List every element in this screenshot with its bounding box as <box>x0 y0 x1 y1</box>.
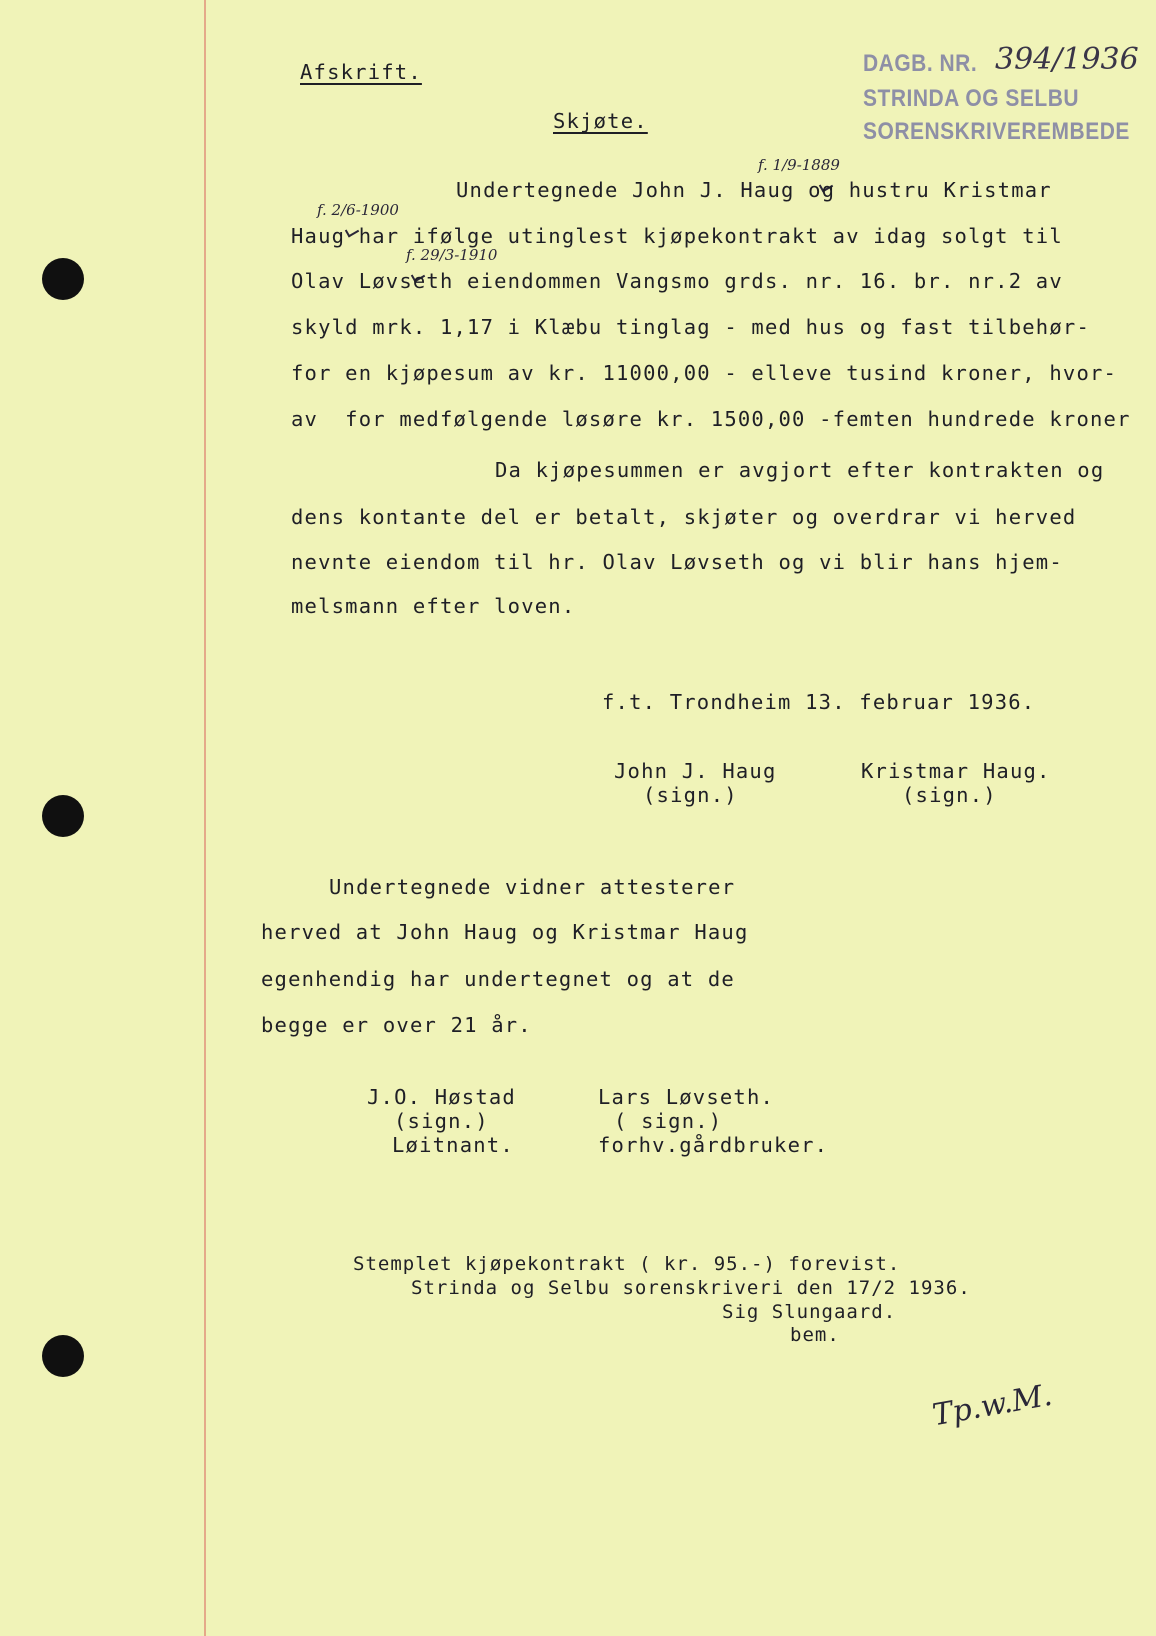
body-line-10: melsmann efter loven. <box>291 594 576 618</box>
margin-line <box>204 0 206 1636</box>
stamp-line1-prefix: DAGB. NR. <box>863 50 978 77</box>
stamp-note-line-4: bem. <box>790 1324 840 1346</box>
punch-hole-middle <box>42 795 84 837</box>
stamp-note-line-2: Strinda og Selbu sorenskriveri den 17/2 1936. <box>411 1277 971 1299</box>
body-line-8: dens kontante del er betalt, skjøter og overdrar vi herved <box>291 505 1077 529</box>
signer-2-sign: (sign.) <box>902 783 997 807</box>
witness-b-title: forhv.gårdbruker. <box>598 1133 829 1157</box>
signer-1-name: John J. Haug <box>614 759 777 783</box>
stamp-note-line-3: Sig Slungaard. <box>722 1301 897 1323</box>
body-line-7: Da kjøpesummen er avgjort efter kontrakten og <box>495 458 1105 482</box>
witness-b-sign: ( sign.) <box>614 1109 723 1133</box>
punch-hole-bottom <box>42 1335 84 1377</box>
witness-line-4: begge er over 21 år. <box>261 1013 532 1037</box>
body-line-3: Olav Løvseth eiendommen Vangsmo grds. nr. 16. br. nr.2 av <box>291 269 1063 293</box>
punch-hole-top <box>42 258 84 300</box>
stamp-note-line-1: Stemplet kjøpekontrakt ( kr. 95.-) forevist. <box>353 1253 901 1275</box>
body-line-6: av for medfølgende løsøre kr. 1500,00 -femten hundrede kroner <box>291 407 1131 431</box>
body-line-4: skyld mrk. 1,17 i Klæbu tinglag - med hus og fast tilbehør- <box>291 315 1090 339</box>
stamp-line2: STRINDA OG SELBU <box>863 85 1080 112</box>
witness-a-name: J.O. Høstad <box>367 1085 516 1109</box>
witness-a-title: Løitnant. <box>392 1133 514 1157</box>
witness-line-2: herved at John Haug og Kristmar Haug <box>261 920 749 944</box>
birth-note-john: f. 1/9-1889 <box>758 156 840 174</box>
birth-note-kristmar: f. 2/6-1900 <box>317 201 399 219</box>
witness-line-3: egenhendig har undertegnet og at de <box>261 967 735 991</box>
witness-b-name: Lars Løvseth. <box>598 1085 775 1109</box>
handwritten-initials: Tp.w.M. <box>929 1377 1055 1434</box>
body-line-2: Haug har ifølge utinglest kjøpekontrakt av idag solgt til <box>291 224 1063 248</box>
signer-1-sign: (sign.) <box>643 783 738 807</box>
witness-a-sign: (sign.) <box>394 1109 489 1133</box>
birth-note-olav: f. 29/3-1910 <box>406 246 498 264</box>
body-line-5: for en kjøpesum av kr. 11000,00 - elleve tusind kroner, hvor- <box>291 361 1118 385</box>
signer-2-name: Kristmar Haug. <box>861 759 1051 783</box>
witness-line-1: Undertegnede vidner attesterer <box>329 875 736 899</box>
body-line-9: nevnte eiendom til hr. Olav Løvseth og vi blir hans hjem- <box>291 550 1063 574</box>
stamp-journal-number: 394/1936 <box>995 42 1139 77</box>
stamp-line3: SORENSKRIVEREMBEDE <box>863 118 1130 145</box>
afskrift-heading: Afskrift. <box>300 60 422 84</box>
body-line-1: Undertegnede John J. Haug og hustru Kristmar <box>456 178 1052 202</box>
document-title: Skjøte. <box>553 109 648 133</box>
date-line: f.t. Trondheim 13. februar 1936. <box>602 690 1036 714</box>
